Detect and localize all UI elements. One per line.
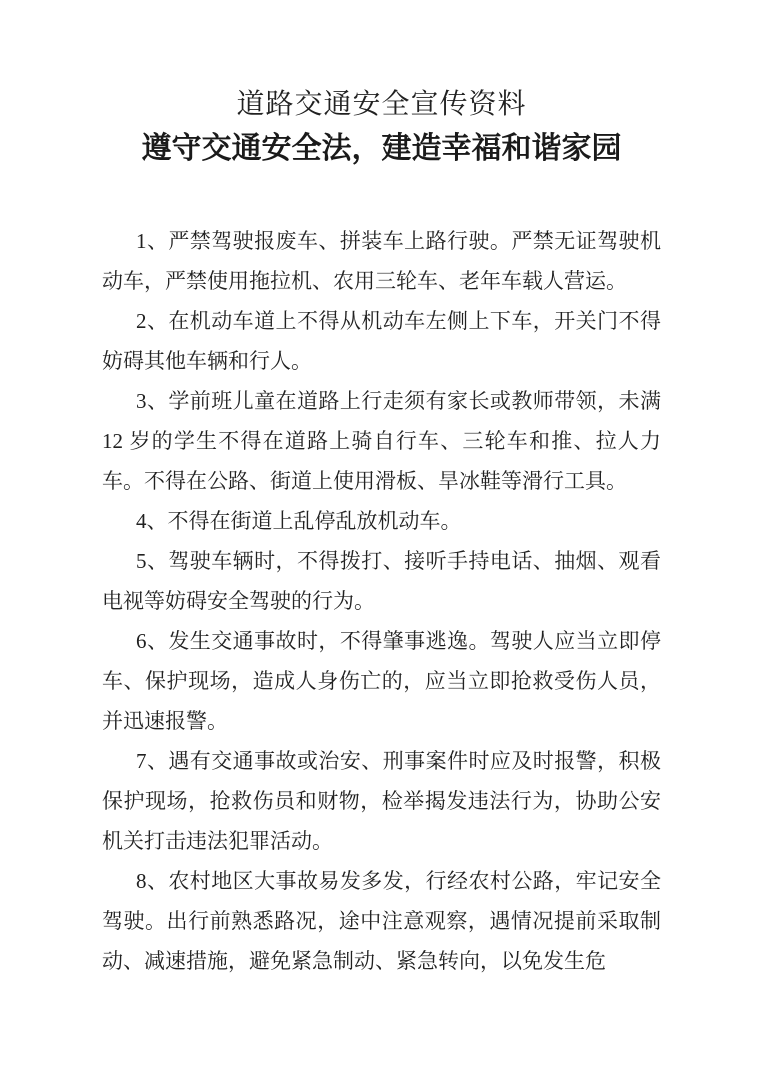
- paragraph-1: 1、严禁驾驶报废车、拼装车上路行驶。严禁无证驾驶机动车，严禁使用拖拉机、农用三轮车、老年车载人营运。: [102, 229, 661, 293]
- document-title: 道路交通安全宣传资料: [236, 89, 527, 120]
- paragraph-4: 4、不得在街道上乱停乱放机动车。: [136, 509, 462, 533]
- paragraph-7: 7、遇有交通事故或治安、刑事案件时应及时报警，积极保护现场，抢救伤员和财物，检举揭发违法行为，协助公安机关打击违法犯罪活动。: [102, 749, 661, 853]
- paragraph-3: 3、学前班儿童在道路上行走须有家长或教师带领，未满 12 岁的学生不得在道路上骑自行车、三轮车和推、拉人力车。不得在公路、街道上使用滑板、旱冰鞋等滑行工具。: [102, 389, 661, 493]
- paragraph-2: 2、在机动车道上不得从机动车左侧上下车，开关门不得妨碍其他车辆和行人。: [102, 309, 661, 373]
- paragraph-8: 8、农村地区大事故易发多发，行经农村公路，牢记安全驾驶。出行前熟悉路况，途中注意观察，遇情况提前采取制动、减速措施，避免紧急制动、紧急转向，以免发生危: [102, 869, 661, 973]
- paragraph-6: 6、发生交通事故时，不得肇事逃逸。驾驶人应当立即停车、保护现场，造成人身伤亡的，应当立即抢救受伤人员，并迅速报警。: [102, 629, 661, 733]
- document-subtitle: 遵守交通安全法，建造幸福和谐家园: [141, 132, 622, 165]
- paragraph-5: 5、驾驶车辆时，不得拨打、接听手持电话、抽烟、观看电视等妨碍安全驾驶的行为。: [102, 549, 661, 613]
- document-body: [102, 221, 661, 981]
